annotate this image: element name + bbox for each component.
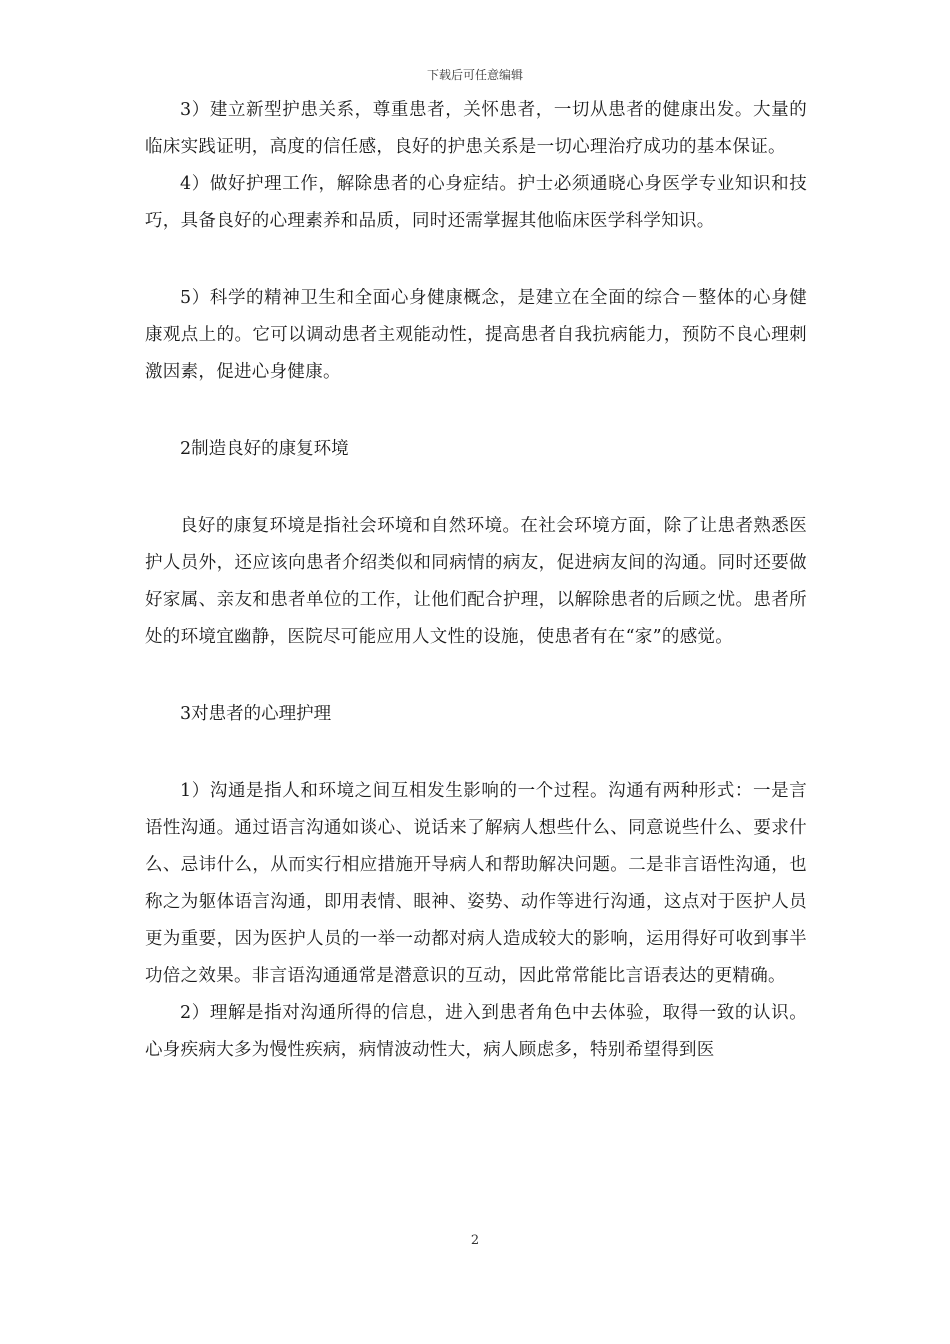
document-body <box>145 92 807 1069</box>
paragraph-understanding: 2）理解是指对沟通所得的信息，进入到患者角色中去体验，取得一致的认识。心身疾病大多为慢性疾病，病情波动性大，病人顾虑多，特别希望得到医 <box>145 1003 807 1060</box>
paragraph-5: 5）科学的精神卫生和全面心身健康概念，是建立在全面的综合－整体的心身健康观点上的。它可以调动患者主观能动性，提高患者自我抗病能力，预防不良心理刺激因素，促进心身健康。 <box>145 288 807 382</box>
paragraph-communication: 1）沟通是指人和环境之间互相发生影响的一个过程。沟通有两种形式：一是言语性沟通。通过语言沟通如谈心、说话来了解病人想些什么、同意说些什么、要求什么、忌讳什么，从而实行相应措施开导病人和帮助解决问题。二是非言语性沟通，也称之为躯体语言沟通，即用表情、眼神、姿势、动作等进行沟通，这点对于医护人员更为重要，因为医护人员的一举一动都对病人造成较大的影响，运用得好可收到事半功倍之效果。非言语沟通通常是潜意识的互动，因此常常能比言语表达的更精确。 <box>145 781 807 986</box>
page-number: 2 <box>470 1233 480 1248</box>
section-heading-2: 2制造良好的康复环境 <box>180 439 349 459</box>
spacer <box>145 391 807 431</box>
paragraph-4: 4）做好护理工作，解除患者的心身症结。护士必须通晓心身医学专业知识和技巧，具备良好的心理素养和品质，同时还需掌握其他临床医学科学知识。 <box>145 174 807 231</box>
spacer <box>145 656 807 696</box>
section-heading-3: 3对患者的心理护理 <box>180 704 332 724</box>
paragraph-environment: 良好的康复环境是指社会环境和自然环境。在社会环境方面，除了让患者熟悉医护人员外，还应该向患者介绍类似和同病情的病友，促进病友间的沟通。同时还要做好家属、亲友和患者单位的工作，让他们配合护理，以解除患者的后顾之忧。患者所处的环境宜幽静，医院尽可能应用人文性的设施，使患者有在“家”的感觉。 <box>145 516 807 647</box>
spacer <box>145 240 807 280</box>
paragraph-3: 3）建立新型护患关系，尊重患者，关怀患者，一切从患者的健康出发。大量的临床实践证明，高度的信任感，良好的护患关系是一切心理治疗成功的基本保证。 <box>145 100 807 157</box>
spacer <box>145 468 807 508</box>
page-header: 下载后可任意编辑 <box>426 68 523 82</box>
spacer <box>145 733 807 773</box>
